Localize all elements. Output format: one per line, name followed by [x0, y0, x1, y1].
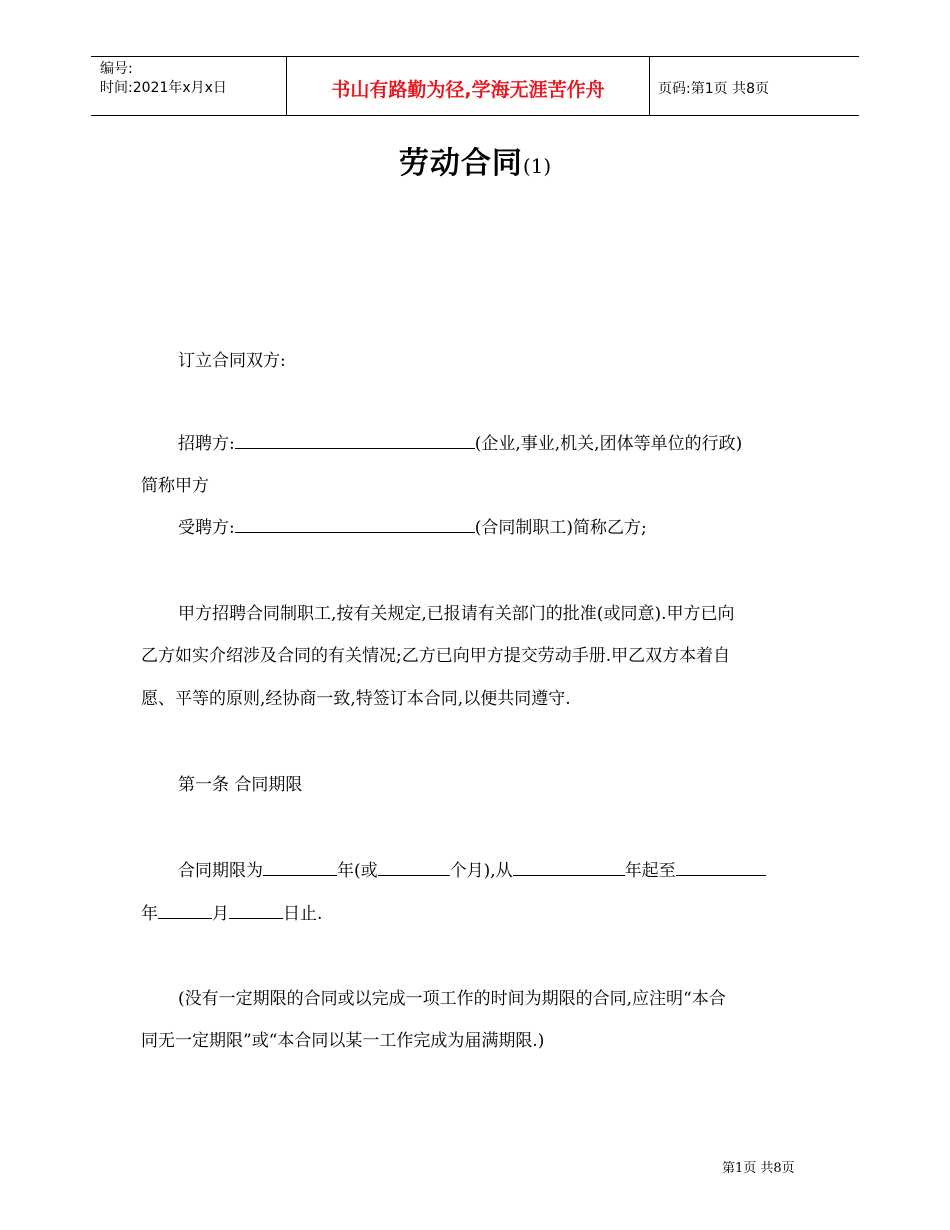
title-sub: (1) — [522, 154, 552, 178]
employee-blank — [235, 517, 475, 533]
term-text-6: 月 — [212, 904, 229, 924]
note-line-1: (没有一定期限的合同或以完成一项工作的时间为期限的合同,应注明“本合 — [178, 989, 726, 1009]
employer-note: (企业,事业,机关,团体等单位的行政) — [474, 434, 743, 454]
note-line-2: 同无一定期限”或“本合同以某一工作完成为届满期限.) — [141, 1031, 545, 1051]
term-text-7: 日止. — [283, 904, 323, 924]
header-page-info: 页码:第1页 共8页 — [658, 81, 769, 97]
article-1-heading: 第一条 合同期限 — [178, 775, 303, 795]
term-line-2 — [141, 899, 322, 924]
header-divider-right — [649, 57, 650, 115]
term-end-month-blank — [158, 903, 212, 919]
employer-short: 简称甲方 — [141, 476, 209, 496]
employer-line — [178, 429, 742, 454]
term-start-year-blank — [513, 860, 625, 876]
term-text-3: 个月),从 — [449, 861, 513, 881]
document-number-label: 编号: — [100, 61, 133, 77]
employee-label: 受聘方: — [178, 518, 235, 538]
term-text-2: 年(或 — [337, 861, 378, 881]
document-time-label: 时间:2021年x月x日 — [100, 80, 227, 96]
parties-heading: 订立合同双方: — [178, 351, 286, 371]
employee-note: (合同制职工)简称乙方; — [474, 518, 647, 538]
term-text-5: 年 — [141, 904, 158, 924]
title-main: 劳动合同 — [398, 146, 523, 181]
term-months-blank — [378, 860, 450, 876]
header-meta — [100, 60, 227, 98]
header-top-rule — [91, 56, 859, 57]
footer-page-info: 第1页 共8页 — [722, 1161, 795, 1176]
document-title — [0, 138, 950, 182]
term-text-1: 合同期限为 — [178, 861, 263, 881]
intro-line-3: 愿、平等的原则,经协商一致,特签订本合同,以便共同遵守. — [141, 689, 571, 709]
employer-label: 招聘方: — [178, 434, 235, 454]
term-line-1 — [178, 856, 766, 881]
term-end-day-blank — [229, 903, 283, 919]
header-motto: 书山有路勤为径,学海无涯苦作舟 — [331, 79, 605, 101]
employer-blank — [235, 433, 475, 449]
intro-line-1: 甲方招聘合同制职工,按有关规定,已报请有关部门的批准(或同意).甲方已向 — [178, 604, 735, 624]
term-end-year-blank — [676, 860, 766, 876]
term-text-4: 年起至 — [624, 861, 676, 881]
header-bottom-rule — [91, 115, 859, 116]
term-years-blank — [263, 860, 337, 876]
intro-line-2: 乙方如实介绍涉及合同的有关情况;乙方已向甲方提交劳动手册.甲乙双方本着自 — [141, 646, 731, 666]
employee-line — [178, 513, 647, 538]
